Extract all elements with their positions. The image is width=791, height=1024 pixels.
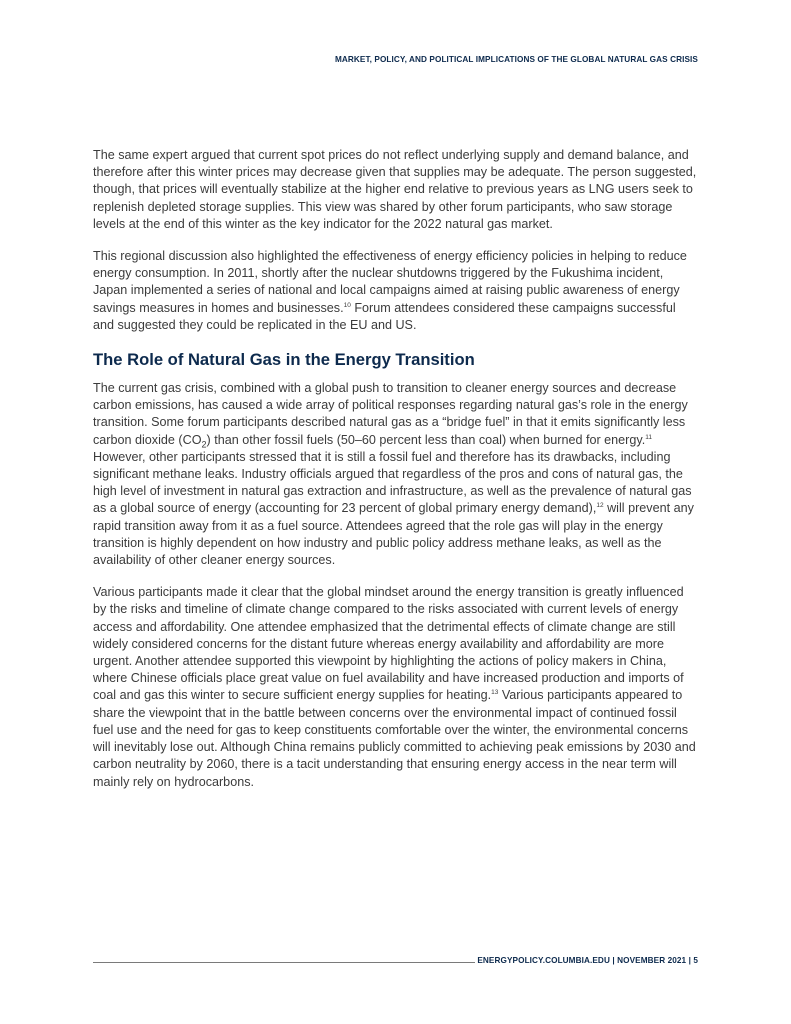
section-heading: The Role of Natural Gas in the Energy Transition (93, 350, 475, 370)
paragraph-2-text-a: This regional discussion also highlighted the effectiveness of energy efficiency policies in helping to reduce energy consumption. In 2011, shortly after the nuclear shutdowns triggered by the Fukushima incident, Japan implemented a series of national and local campaigns aimed at raising public awareness of energy savings measures in homes and businesses. (93, 249, 687, 315)
paragraph-4-text-b: Various participants appeared to share the viewpoint that in the battle between concerns over the environmental impact of continued fossil fuel use and the need for gas to keep constituents comfortable over the winter, the environmental concerns will inevitably lose out. Although China remains publicly committed to achieving peak emissions by 2030 and carbon neutrality by 2060, there is a tacit understanding that ensuring energy access in the near term will mainly rely on hydrocarbons. (93, 688, 696, 789)
paragraph-3-text-b: ) than other fossil fuels (50–60 percent less than coal) when burned for energy. (206, 432, 646, 447)
paragraph-3 (93, 380, 698, 569)
paragraph-2 (93, 248, 698, 334)
footnote-ref-13[interactable]: 13 (491, 689, 499, 697)
paragraph-1: The same expert argued that current spot prices do not reflect underlying supply and demand balance, and therefore after this winter prices may decrease given that supplies may be adequate. The person suggested, though, that prices will eventually stabilize at the higher end relative to previous years as LNG users seek to replenish depleted storage supplies. This view was shared by other forum participants, who saw storage levels at the end of this winter as the key indicator for the 2022 natural gas market. (93, 148, 697, 231)
footer-site-date[interactable]: ENERGYPOLICY.COLUMBIA.EDU | NOVEMBER 2021 (477, 956, 687, 965)
page-body (93, 147, 698, 806)
paragraph-4-text-a: Various participants made it clear that the global mindset around the energy transition is greatly influenced by the risks and timeline of climate change compared to the risks associated with current levels of energy access and affordability. One attendee emphasized that the detrimental effects of climate change are still widely considered concerns for the distant future whereas energy availability and affordability are more urgent. Another attendee supported this viewpoint by highlighting the actions of policy makers in China, where Chinese officials place great value on fuel availability and have increased production and imports of coal and gas this winter to secure sufficient energy supplies for heating. (93, 585, 684, 703)
paragraph-3-text-a: The current gas crisis, combined with a global push to transition to cleaner energy sources and decrease carbon emissions, has caused a wide array of political responses regarding natural gas’s role in the energy transition. Some forum participants described natural gas as a “bridge fuel” in that it emits significantly less carbon dioxide (CO (93, 381, 688, 447)
footnote-ref-12[interactable]: 12 (596, 502, 604, 510)
page-number: 5 (693, 956, 698, 965)
footer-separator: | (686, 956, 694, 965)
paragraph-2-text-b: Forum attendees considered these campaigns successful and suggested they could be replicated in the EU and US. (93, 300, 676, 332)
paragraph-4 (93, 584, 698, 790)
co2-subscript: 2 (201, 439, 207, 450)
running-header: MARKET, POLICY, AND POLITICAL IMPLICATIONS OF THE GLOBAL NATURAL GAS CRISIS (334, 55, 698, 64)
paragraph-3-text-c: However, other participants stressed that it is still a fossil fuel and therefore has its drawbacks, including significant methane leaks. Industry officials argued that regardless of the pros and cons of natural gas, the high level of investment in natural gas extraction and infrastructure, as well as the prevalence of natural gas as a global source of energy (accounting for 23 percent of global primary energy demand), (93, 449, 692, 516)
paragraph-3-text-d: will prevent any rapid transition away from it as a fuel source. Attendees agreed that the role gas will play in the energy transition is highly dependent on how industry and public policy address methane leaks, as well as the availability of other cleaner energy sources. (93, 501, 694, 568)
footer-rule (93, 962, 475, 963)
footer (477, 956, 698, 965)
footnote-ref-11[interactable]: 11 (645, 433, 652, 441)
footnote-ref-10[interactable]: 10 (343, 301, 351, 309)
